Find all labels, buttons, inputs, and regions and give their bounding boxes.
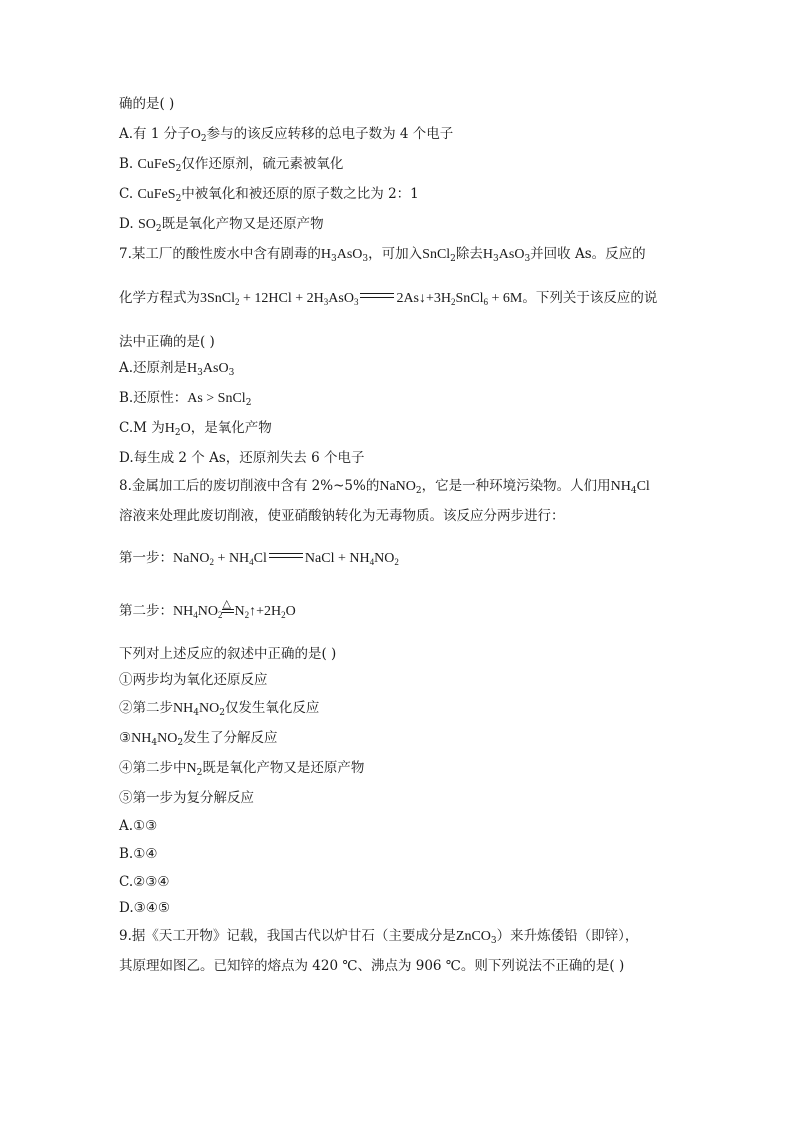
heating-equals-sign: △ [222,600,234,618]
q8-statement-5: ⑤第一步为复分解反应 [119,790,254,806]
q8-option-b: B.①④ [119,846,158,862]
q7-equation-line: 化学方程式为3SnCl$_2$ + $12HCl + 2H_3AsO_3$ $2As↓+3H_2SnCl_6 + 6M$。下列关于该反应的说 [119,290,658,307]
q8-prompt: 下列对上述反应的叙述中正确的是( ) [119,646,337,662]
q8-option-a: A.①③ [119,818,158,834]
q9-stem-line2: 其原理如图乙。已知锌的熔点为 420 ℃、沸点为 906 ℃。则下列说法不正确的是( ) [119,958,625,974]
q6-option-b: B. CuFeS$_2$仅作还原剂，硫元素被氧化 [119,156,344,174]
q8-option-d: D.③④⑤ [119,900,170,916]
q8-statement-4: ④第二步中$N_2$既是氧化产物又是还原产物 [119,760,365,778]
q7-option-d: D.每生成 2 个 As，还原剂失去 6 个电子 [119,450,365,466]
equals-sign [360,292,394,300]
q6-option-a: A.有 1 分子$O_2$参与的该反应转移的总电子数为 4 个电子 [119,126,454,144]
q8-statement-1: ①两步均为氧化还原反应 [119,672,268,688]
q8-step2: 第二步：$NH_4NO_2$ △ $N_2↑+2H_2O$ [119,598,296,620]
equals-sign [269,552,303,560]
q6-option-c: C. CuFeS$_2$中被氧化和被还原的原子数之比为 2：1 [119,186,419,204]
q8-statement-3: $③NH_4NO_2$发生了分解反应 [119,730,278,748]
q7-stem-line3: 法中正确的是( ) [119,334,215,350]
q6-stem-tail: 确的是( ) [119,96,175,112]
q7-option-c: C.M 为$H_2O$，是氧化产物 [119,420,272,438]
q7-equation: 3SnCl$_2$ + $12HCl + 2H_3AsO_3$ $2As↓+3H_2SnCl_6 + 6M$ [200,291,523,307]
q7-option-a: A.还原剂是$H_3AsO_3$ [119,360,235,378]
q8-stem-line2: 溶液来处理此废切削液，使亚硝酸钠转化为无毒物质。该反应分两步进行： [119,508,565,524]
q7-option-b: B.还原性：As > SnCl$_2$ [119,390,252,408]
q8-option-c: C.②③④ [119,874,170,890]
q9-stem-line1: 9.据《天工开物》记载，我国古代以炉甘石（主要成分是ZnCO$_3$）来升炼倭铅（即锌）， [119,928,639,946]
q6-option-d: D. $SO_2$既是氧化产物又是还原产物 [119,216,324,234]
q8-stem-line1: 8.金属加工后的废切削液中含有 2%~5%的NaNO$_2$，它是一种环境污染物。人们用$NH_4Cl$ [119,478,650,496]
q7-stem-line1: 7.某工厂的酸性废水中含有剧毒的$H_3AsO_3$，可加入SnCl$_2$除去$H_3AsO_3$并回收 As。反应的 [119,246,646,264]
q8-statement-2: ②第二步$NH_4NO_2$仅发生氧化反应 [119,700,320,718]
q8-step1: 第一步：NaNO$_2$ + $NH_4Cl$ NaCl + $NH_4NO_2$ [119,550,399,567]
